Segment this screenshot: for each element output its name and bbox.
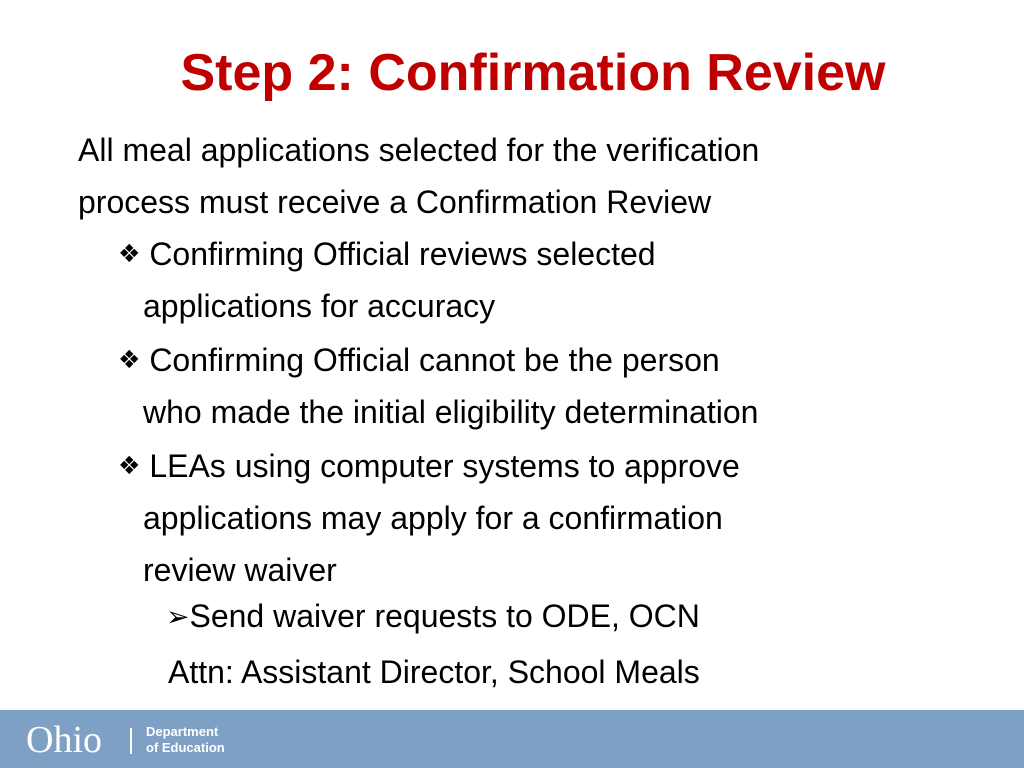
intro-line-2: process must receive a Confirmation Review [78, 184, 712, 220]
intro-paragraph [78, 124, 978, 228]
sub-bullet: ➢Send waiver requests to ODE, OCN [166, 598, 700, 634]
bullet-item [118, 334, 978, 438]
attn-line: Attn: Assistant Director, School Meals [168, 654, 700, 690]
bullet-line-1: ❖ Confirming Official cannot be the person [118, 342, 720, 378]
diamond-bullet-icon: ❖ [118, 451, 141, 480]
diamond-bullet-icon: ❖ [118, 239, 141, 268]
department-name [146, 724, 225, 756]
bullet-line-2: who made the initial eligibility determination [143, 394, 759, 430]
bullet-line-3: review waiver [143, 552, 337, 588]
intro-line-1: All meal applications selected for the verification [78, 132, 760, 168]
bullet-line-2: applications may apply for a confirmation [143, 500, 723, 536]
dept-line-2: of Education [146, 740, 225, 755]
diamond-bullet-icon: ❖ [118, 345, 141, 374]
footer-bar [0, 710, 1024, 768]
ohio-logo-word: Ohio [26, 719, 102, 761]
bullet-item [118, 440, 978, 596]
logo-divider [130, 728, 132, 754]
bullet-line-2: applications for accuracy [143, 288, 496, 324]
bullet-line-1: ❖ Confirming Official reviews selected [118, 236, 656, 272]
bullet-line-1: ❖ LEAs using computer systems to approve [118, 448, 740, 484]
dept-line-1: Department [146, 724, 219, 739]
arrow-bullet-icon: ➢ [166, 600, 190, 633]
bullet-item [118, 228, 978, 332]
slide-title: Step 2: Confirmation Review [180, 44, 886, 102]
